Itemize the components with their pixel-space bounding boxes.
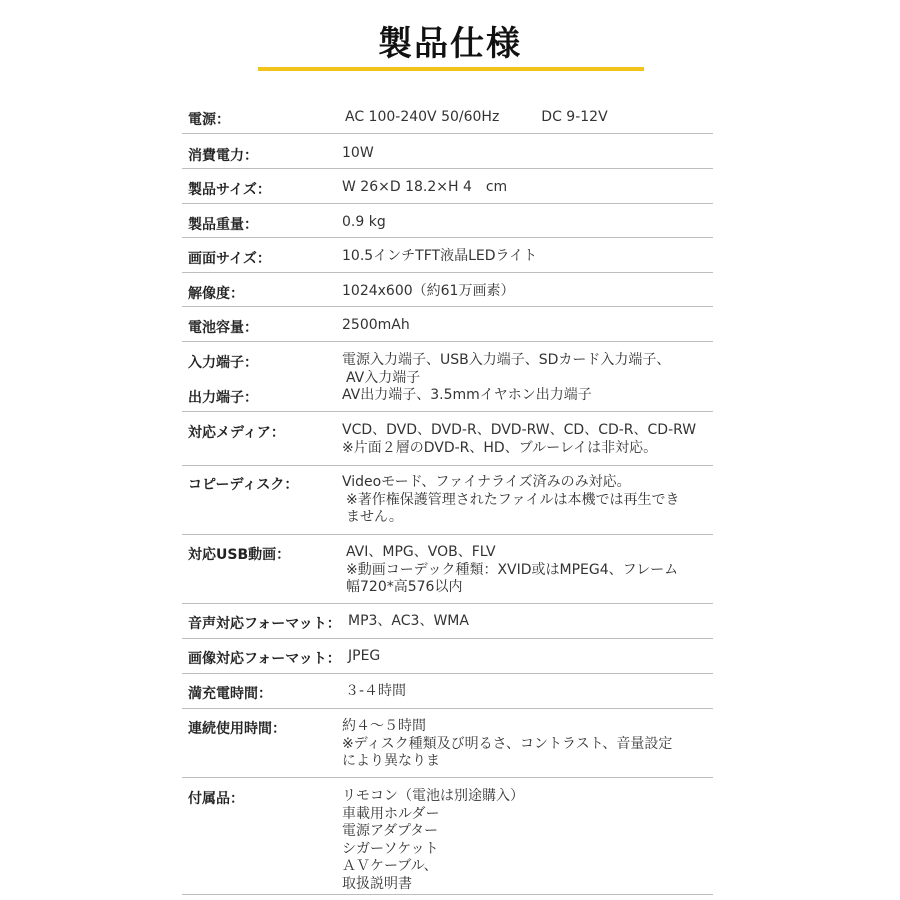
spec-label: 電源： [188, 112, 230, 128]
spec-value-line: 取扱説明書 [342, 875, 412, 892]
spec-label: 付属品： [188, 791, 244, 807]
row-divider [182, 272, 713, 273]
spec-value-line: W 26×D 18.2×H 4 cm [342, 179, 508, 195]
spec-value-line: AVI、MPG、VOB、FLV [346, 544, 496, 560]
spec-value-line: 約４～５時間 [342, 718, 426, 734]
row-divider [182, 203, 713, 204]
spec-label: 電池容量： [188, 320, 258, 336]
spec-value-line: AV出力端子、3.5mmイヤホン出力端子 [342, 387, 592, 403]
spec-value [342, 788, 712, 893]
row-divider [182, 638, 713, 639]
spec-value-line: AV入力端子 [346, 369, 421, 386]
spec-value [342, 544, 712, 597]
spec-value-line: VCD、DVD、DVD-R、DVD-RW、CD、CD-R、CD-RW [342, 422, 697, 438]
spec-value-line: ３-４時間 [345, 683, 407, 699]
spec-label: 満充電時間： [188, 686, 272, 702]
spec-value [342, 214, 712, 232]
row-divider [182, 341, 713, 342]
spec-value-line: ※動画コーデック種類：XVID或はMPEG4、フレーム [346, 561, 679, 578]
spec-value-line: 1024x600（約61万画素） [342, 283, 515, 299]
row-divider [182, 708, 713, 709]
spec-label: 連続使用時間： [188, 721, 286, 737]
spec-value [342, 718, 712, 771]
spec-value-line: 0.9 kg [342, 214, 386, 230]
row-divider [182, 237, 713, 238]
spec-value-line: 幅720*高576以内 [346, 579, 463, 595]
spec-label: 画面サイズ： [188, 251, 271, 267]
spec-value-line: 2500mAh [342, 317, 410, 333]
spec-value-line: ※片面２層のDVD-R、HD、ブルーレイは非対応。 [342, 439, 658, 456]
spec-value-line: ＡＶケーブル、 [342, 858, 438, 874]
spec-value [342, 422, 712, 457]
spec-label: 解像度： [188, 286, 244, 302]
spec-value-line: MP3、AC3、WMA [348, 613, 469, 629]
spec-label: 対応USB動画： [188, 547, 291, 563]
row-divider [182, 534, 713, 535]
row-divider [182, 894, 713, 895]
row-divider [182, 168, 713, 169]
spec-value-line: AC 100-240V 50/60Hz DC 9-12V [345, 109, 608, 125]
spec-value [342, 474, 712, 527]
spec-label: 入力端子： [188, 355, 258, 371]
spec-label: 消費電力： [188, 148, 258, 164]
spec-value-line: Videoモード、ファイナライズ済みのみ対応。 [342, 474, 631, 490]
spec-label: 製品サイズ： [188, 182, 271, 198]
spec-value-line: 車載用ホルダー [342, 805, 440, 822]
spec-value [348, 613, 718, 631]
spec-value-line: ※ディスク種類及び明るさ、コントラスト、音量設定 [342, 735, 673, 752]
spec-value-line: 電源アダプター [342, 823, 439, 839]
row-divider [182, 673, 713, 674]
spec-value [342, 248, 712, 266]
spec-value-line: 電源入力端子、USB入力端子、SDカード入力端子、 [342, 352, 671, 368]
spec-value-line: リモコン（電池は別途購入） [342, 788, 524, 804]
spec-label: 製品重量： [188, 217, 258, 233]
spec-value [342, 109, 712, 127]
spec-value-line: シガーソケット [342, 840, 439, 857]
row-divider [182, 411, 713, 412]
spec-value-line: ※著作権保護管理されたファイルは本機では再生でき [346, 491, 680, 508]
spec-value [342, 283, 712, 301]
spec-label: 対応メディア： [188, 425, 285, 441]
spec-label-output: 出力端子： [188, 390, 258, 406]
row-divider [182, 465, 713, 466]
spec-value-line: 10.5インチTFT液晶LEDライト [342, 248, 538, 264]
spec-value [348, 648, 718, 666]
spec-value [342, 683, 712, 701]
spec-value [342, 179, 712, 197]
spec-value-line: により異なりま [342, 753, 440, 769]
page-title: 製品仕様 [378, 24, 522, 64]
row-divider [182, 306, 713, 307]
row-divider [182, 777, 713, 778]
spec-value [342, 145, 712, 163]
title-underline [258, 67, 644, 71]
spec-value [342, 352, 712, 405]
spec-label: コピーディスク： [188, 477, 299, 493]
spec-label: 画像対応フォーマット： [188, 651, 341, 667]
spec-value-line: 10W [342, 145, 374, 161]
row-divider [182, 133, 713, 134]
spec-label: 音声対応フォーマット： [188, 616, 341, 632]
spec-value-line: ません。 [346, 509, 403, 525]
row-divider [182, 603, 713, 604]
spec-value-line: JPEG [348, 648, 381, 664]
spec-value [342, 317, 712, 335]
